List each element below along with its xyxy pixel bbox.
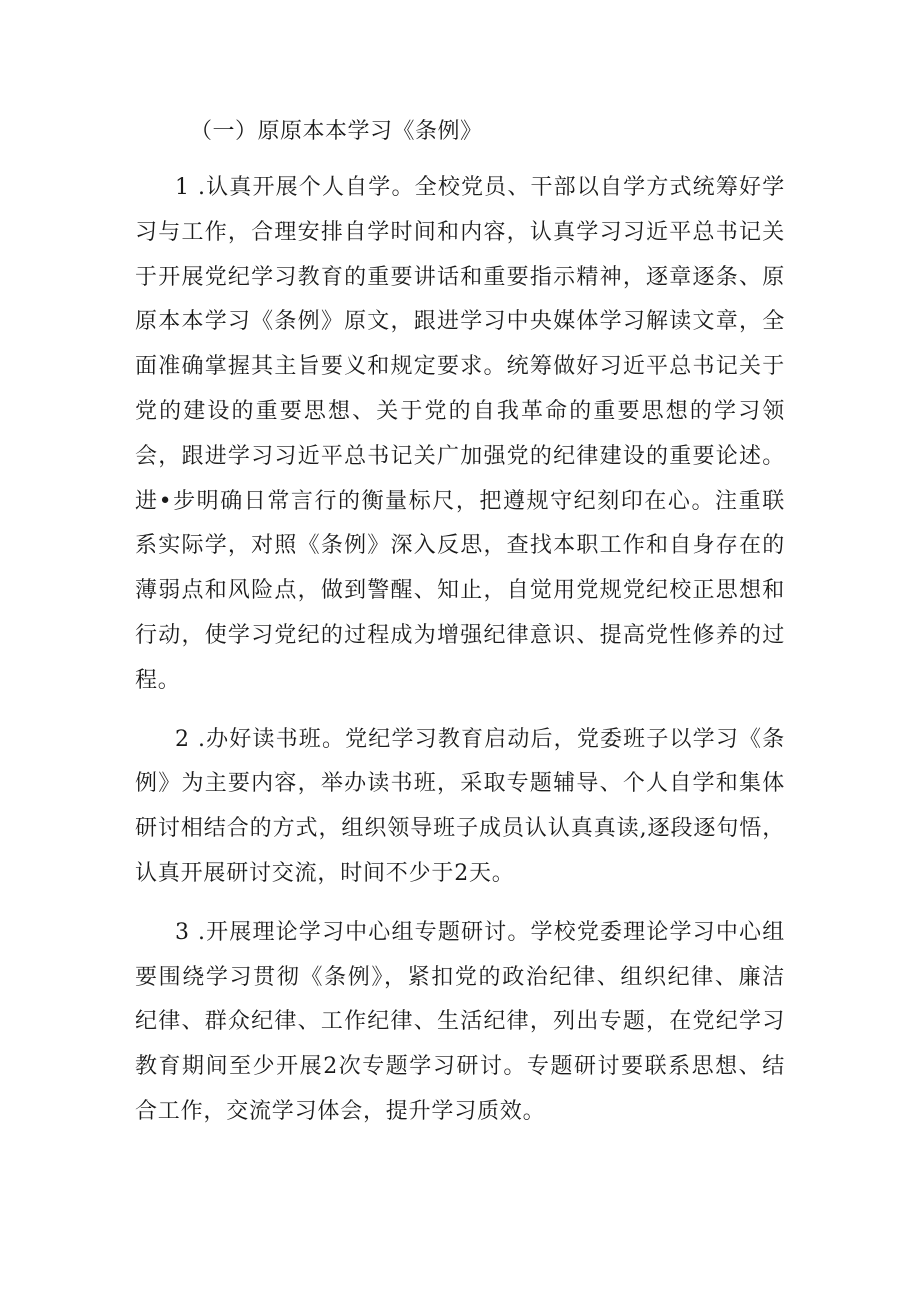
section-heading: （一）原原本本学习《条例》 bbox=[190, 119, 483, 144]
paragraph-2-reading-class: 2 .办好读书班。党纪学习教育启动后，党委班子以学习《条例》为主要内容，举办读书班，采取专题辅导、个人自学和集体研讨相结合的方式，组织领导班子成员认认真真读,逐段逐句悟，认真开展研讨交流，时间不少于2天。 bbox=[135, 726, 785, 886]
paragraph-1-self-study: 1 .认真开展个人自学。全校党员、干部以自学方式统筹好学习与工作，合理安排自学时间和内容，认真学习习近平总书记关于开展党纪学习教育的重要讲话和重要指示精神，逐章逐条、原原本本学习《条例》原文，跟进学习中央媒体学习解读文章，全面准确掌握其主旨要义和规定要求。统筹做好习近平总书记关于党的建设的重要思想、关于党的自我革命的重要思想的学习领会，跟进学习习近平总书记关广加强党的纪律建设的重要论述。进•步明确日常言行的衡量标尺，把遵规守纪刻印在心。注重联系实际学，对照《条例》深入反思，查找本职工作和自身存在的薄弱点和风险点，做到警醒、知止，自觉用党规党纪校正思想和行动，使学习党纪的过程成为增强纪律意识、提高党性修养的过程。 bbox=[135, 175, 785, 693]
paragraph-3-theory-study-group: 3 .开展理论学习中心组专题研讨。学校党委理论学习中心组要围绕学习贯彻《条例》，紧扣党的政治纪律、组织纪律、廉洁纪律、群众纪律、工作纪律、生活纪律，列出专题，在党纪学习教育期间至少开展2次专题学习研讨。专题研讨要联系思想、结合工作，交流学习体会，提升学习质效。 bbox=[135, 919, 785, 1124]
document-body bbox=[135, 112, 785, 1149]
